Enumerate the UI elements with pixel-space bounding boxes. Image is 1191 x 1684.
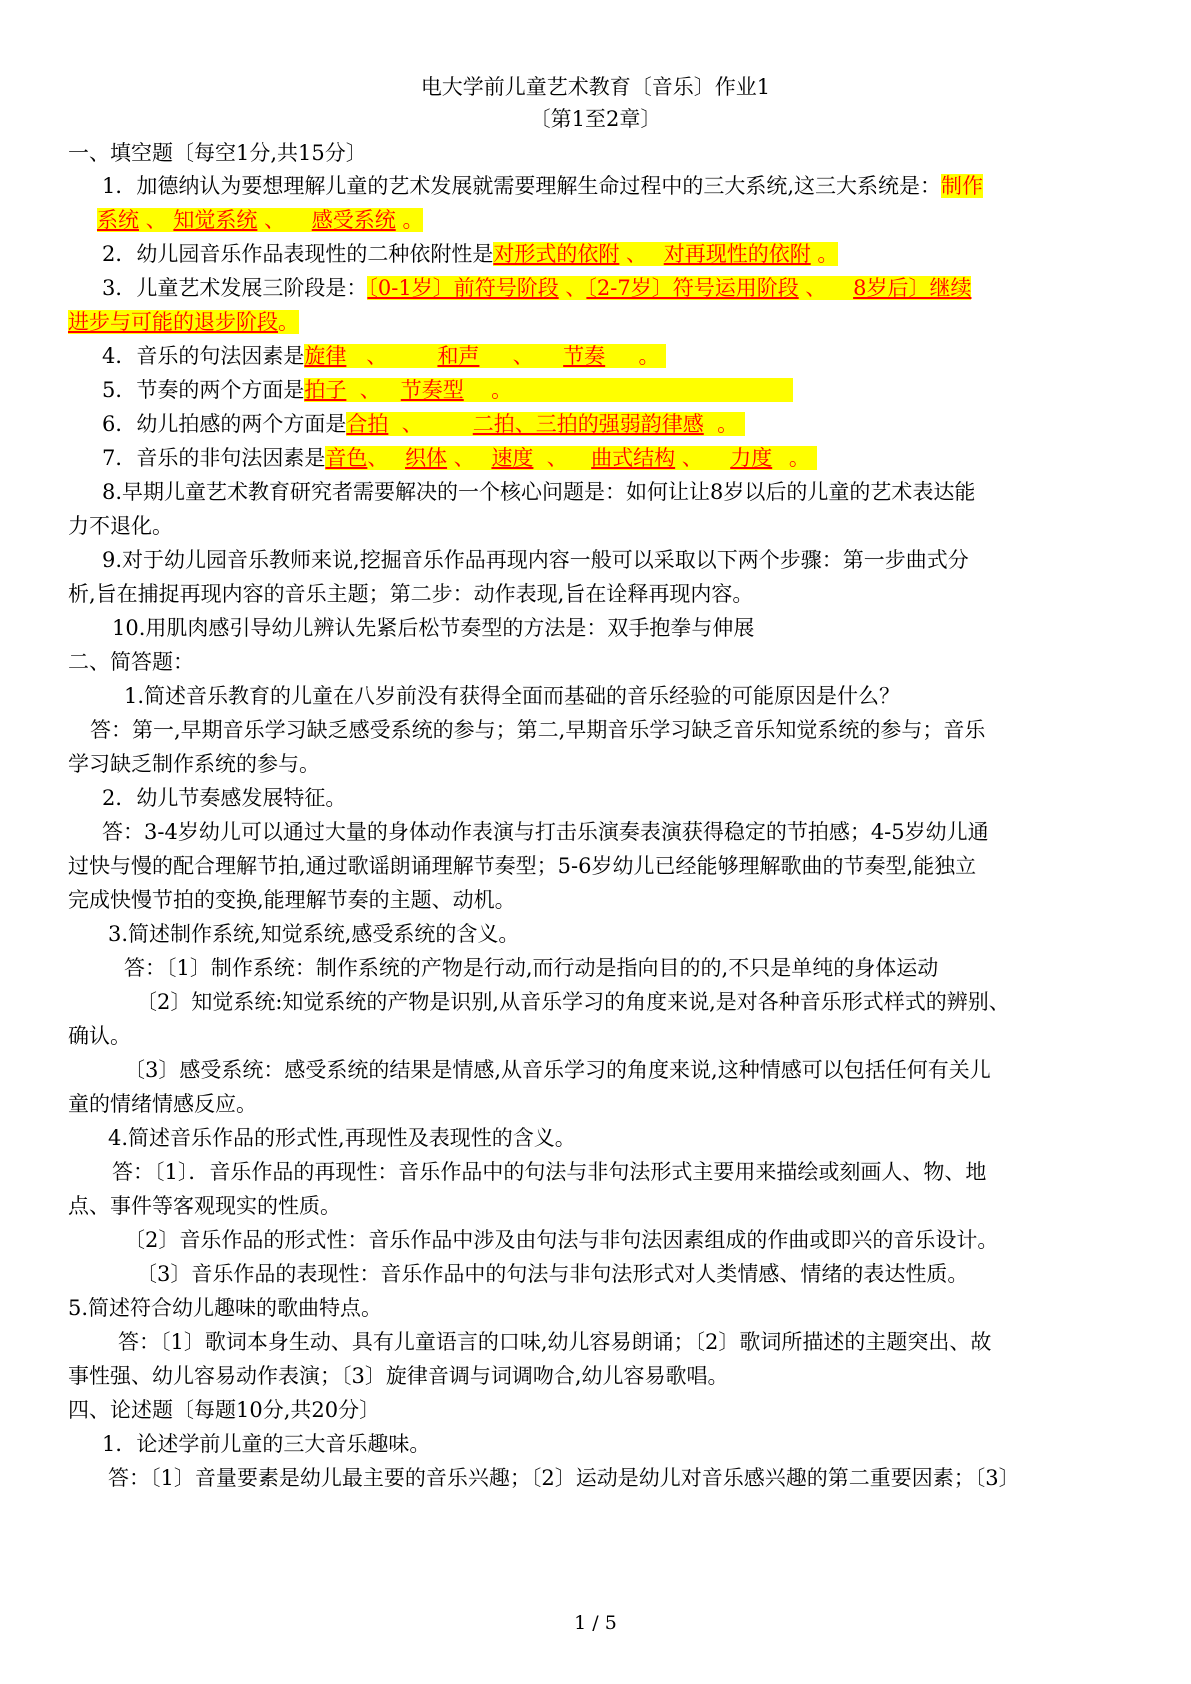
answer-highlight: 音色、 织体 、 速度 、 曲式结构 、 力度 。 xyxy=(325,446,816,470)
question-7 xyxy=(102,441,1191,475)
short-answer-5-line: 答：〔1〕歌词本身生动、具有儿童语言的口味,幼儿容易朗诵；〔2〕歌词所描述的主题突出、故 xyxy=(118,1330,992,1354)
short-answer-3-line: 确认。 xyxy=(68,1024,131,1048)
section2-heading: 二、简答题： xyxy=(68,650,194,674)
essay-question-1: 1．论述学前儿童的三大音乐趣味。 xyxy=(102,1432,431,1456)
answer-highlight: 旋律 、 和声 、 节奏 。 xyxy=(304,344,666,368)
short-answer-3-line: 答：〔1〕制作系统：制作系统的产物是行动,而行动是指向目的的,不只是单纯的身体运动 xyxy=(124,956,939,980)
short-answer-3-line: 〔2〕知觉系统:知觉系统的产物是识别,从音乐学习的角度来说,是对各种音乐形式样式的辨别、 xyxy=(136,990,1010,1014)
essay-answer-1-line: 答：〔1〕音量要素是幼儿最主要的音乐兴趣；〔2〕运动是幼儿对音乐感兴趣的第二重要因素；〔3〕 xyxy=(108,1466,1020,1490)
question-4 xyxy=(102,339,1191,373)
short-answer-4-line: 〔2〕音乐作品的形式性：音乐作品中涉及由句法与非句法因素组成的作曲或即兴的音乐设计。 xyxy=(124,1228,999,1252)
short-answer-3-line: 〔3〕感受系统：感受系统的结果是情感,从音乐学习的角度来说,这种情感可以包括任何有关儿 xyxy=(124,1058,991,1082)
answer-highlight: 合拍 、 二拍、三拍的强弱韵律感 。 xyxy=(346,412,744,436)
short-answer-2-line: 答：3-4岁幼儿可以通过大量的身体动作表演与打击乐演奏表演获得稳定的节拍感；4-5岁幼儿通 xyxy=(102,820,989,844)
short-answer-2-line: 完成快慢节拍的变换,能理解节奏的主题、动机。 xyxy=(68,888,516,912)
short-answer-2-line: 过快与慢的配合理解节拍,通过歌谣朗诵理解节奏型；5-6岁幼儿已经能够理解歌曲的节奏型,能独立 xyxy=(68,854,977,878)
question-8-cont: 力不退化。 xyxy=(68,514,173,538)
answer-highlight: 对形式的依附 、 对再现性的依附 。 xyxy=(493,242,839,266)
question-text: 7．音乐的非句法因素是 xyxy=(102,446,326,470)
question-10: 10.用肌肉感引导幼儿辨认先紧后松节奏型的方法是：双手抱拳与伸展 xyxy=(112,616,755,640)
question-text: 6．幼儿拍感的两个方面是 xyxy=(102,412,347,436)
short-answer-4-line: 答：〔1〕．音乐作品的再现性：音乐作品中的句法与非句法形式主要用来描绘或刻画人、物、地 xyxy=(112,1160,987,1184)
short-answer-5-line: 事性强、幼儿容易动作表演；〔3〕旋律音调与词调吻合,幼儿容易歌唱。 xyxy=(68,1364,729,1388)
short-answer-question-4: 4.简述音乐作品的形式性,再现性及表现性的含义。 xyxy=(108,1126,576,1150)
document-title: 电大学前儿童艺术教育〔音乐〕作业1 xyxy=(420,75,771,99)
question-text: 5．节奏的两个方面是 xyxy=(102,378,305,402)
answer-highlight: 制作 xyxy=(941,174,984,198)
question-text: 2．幼儿园音乐作品表现性的二种依附性是 xyxy=(102,242,494,266)
question-9: 9.对于幼儿园音乐教师来说,挖掘音乐作品再现内容一般可以采取以下两个步骤：第一步曲式分 xyxy=(102,548,969,572)
short-answer-1-line: 答：第一,早期音乐学习缺乏感受系统的参与；第二,早期音乐学习缺乏音乐知觉系统的参与；音乐 xyxy=(90,718,986,742)
question-text: 4．音乐的句法因素是 xyxy=(102,344,305,368)
question-1-cont xyxy=(97,203,1191,237)
page-number: 1 / 5 xyxy=(574,1612,617,1634)
short-answer-question-2: 2．幼儿节奏感发展特征。 xyxy=(102,786,347,810)
short-answer-3-line: 童的情绪情感反应。 xyxy=(68,1092,257,1116)
section4-heading: 四、论述题〔每题10分,共20分〕 xyxy=(68,1398,381,1422)
answer-highlight: 〔0-1岁〕前符号阶段 、〔2-7岁〕符号运用阶段 、 8岁后〕继续 xyxy=(367,276,972,300)
question-1 xyxy=(102,169,1191,203)
question-6 xyxy=(102,407,1191,441)
question-text: 1．加德纳认为要想理解儿童的艺术发展就需要理解生命过程中的三大系统,这三大系统是： xyxy=(102,174,942,198)
short-answer-question-5: 5.简述符合幼儿趣味的歌曲特点。 xyxy=(68,1296,383,1320)
question-3 xyxy=(102,271,1191,305)
question-text: 3．儿童艺术发展三阶段是： xyxy=(102,276,368,300)
question-8: 8.早期儿童艺术教育研究者需要解决的一个核心问题是：如何让让8岁以后的儿童的艺术表达能 xyxy=(102,480,976,504)
section1-heading: 一、填空题〔每空1分,共15分〕 xyxy=(68,141,367,165)
question-5 xyxy=(102,373,1191,407)
short-answer-4-line: 〔3〕音乐作品的表现性：音乐作品中的句法与非句法形式对人类情感、情绪的表达性质。 xyxy=(136,1262,969,1286)
short-answer-4-line: 点、事件等客观现实的性质。 xyxy=(68,1194,341,1218)
short-answer-question-1: 1.简述音乐教育的儿童在八岁前没有获得全面而基础的音乐经验的可能原因是什么？ xyxy=(124,684,901,708)
question-3-cont xyxy=(68,305,1191,339)
document-subtitle: 〔第1至2章〕 xyxy=(529,107,662,131)
answer-highlight: 拍子 、 节奏型 。 xyxy=(304,378,792,402)
answer-highlight: 系统 、 知觉系统 、 感受系统 。 xyxy=(97,208,424,232)
short-answer-1-line: 学习缺乏制作系统的参与。 xyxy=(68,752,320,776)
short-answer-question-3: 3.简述制作系统,知觉系统,感受系统的含义。 xyxy=(108,922,520,946)
answer-highlight: 进步与可能的退步阶段。 xyxy=(68,310,299,334)
question-9-cont: 析,旨在捕捉再现内容的音乐主题；第二步：动作表现,旨在诠释再现内容。 xyxy=(68,582,754,606)
question-2 xyxy=(102,237,1191,271)
